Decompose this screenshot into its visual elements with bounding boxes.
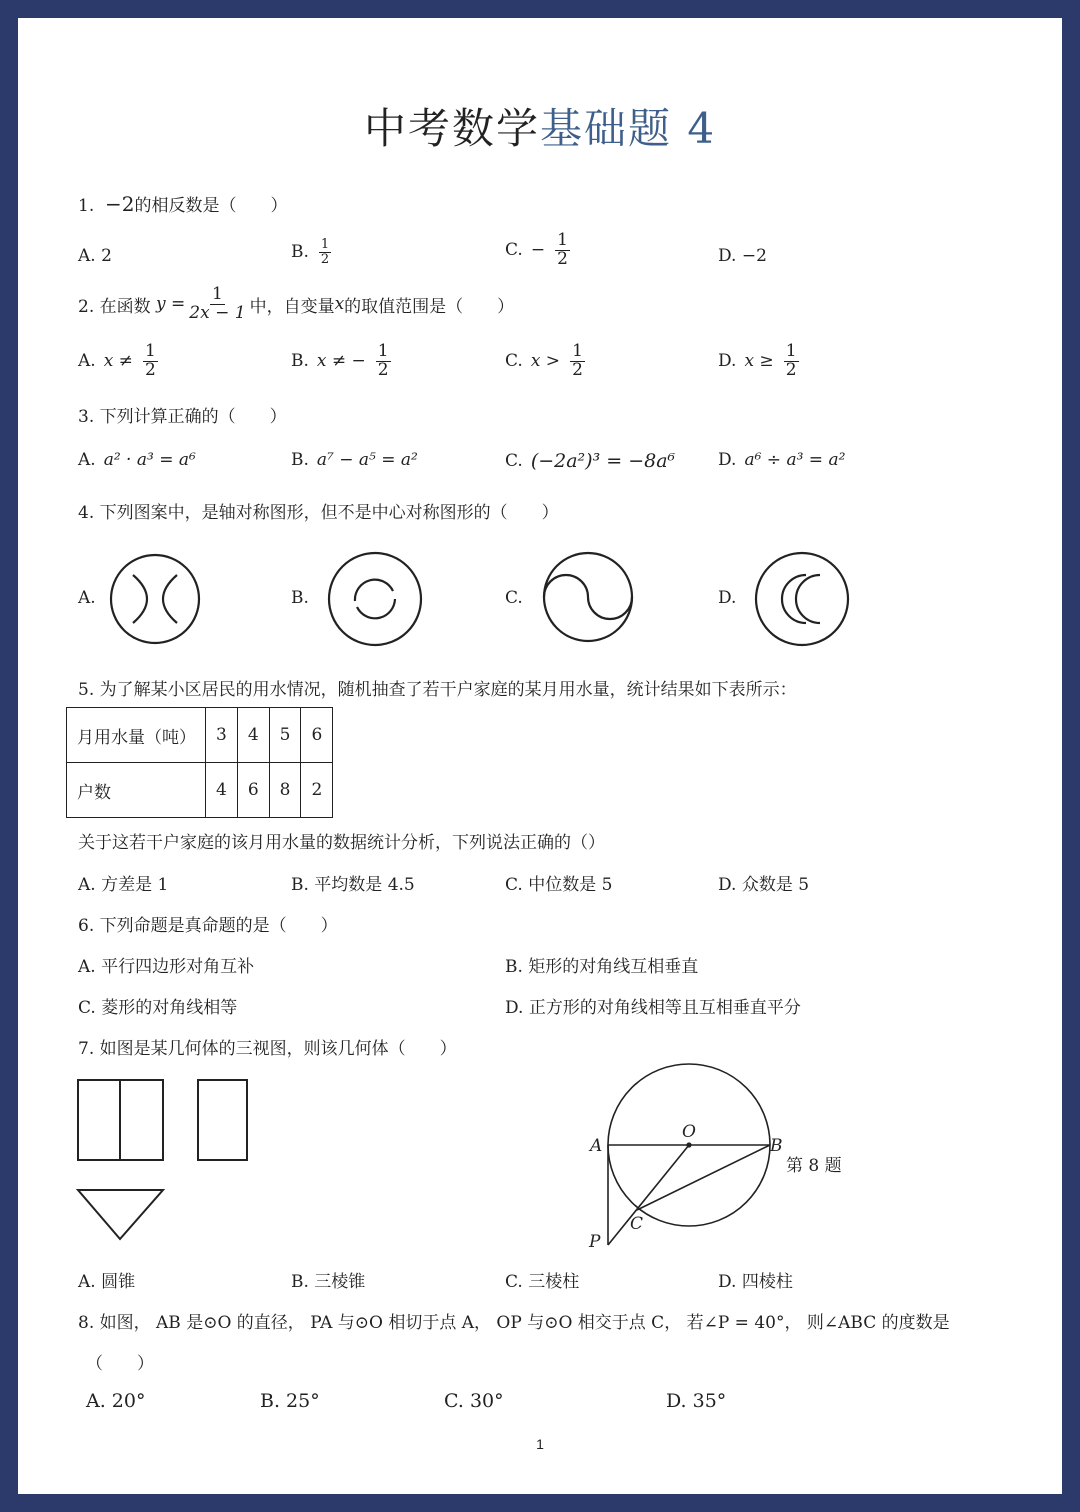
fraction: $\frac{1}{2}$ xyxy=(572,341,583,380)
q8-option-a[interactable]: A. 20° xyxy=(86,1390,146,1412)
q8-option-c[interactable]: C. 30° xyxy=(444,1390,504,1412)
table-cell: 6 xyxy=(237,763,269,818)
question-3-stem: 3. 下列计算正确的（ ） xyxy=(78,407,287,427)
table-header-usage: 月用水量（吨） xyxy=(67,708,206,763)
fraction: $\frac{1}{2}$ xyxy=(144,341,156,380)
q6-option-c[interactable]: C. 菱形的对角线相等 xyxy=(78,998,238,1018)
q4-figure-c xyxy=(542,551,634,643)
table-cell: 2 xyxy=(301,763,333,818)
q7-option-d[interactable]: D. 四棱柱 xyxy=(718,1272,793,1292)
three-view-figure xyxy=(76,1078,251,1243)
fraction: $\frac{1}{2}$ xyxy=(320,237,330,267)
title-highlight: 基础题 xyxy=(539,104,672,153)
water-usage-table xyxy=(66,707,333,818)
point-c-label: C xyxy=(630,1214,644,1234)
question-1-stem: 1. −2的相反数是（ ） xyxy=(78,192,288,216)
page-title xyxy=(18,96,1062,156)
point-o-label: O xyxy=(682,1122,696,1142)
question-8-stem-cont: （ ） xyxy=(86,1354,154,1374)
q4-option-d[interactable]: D. xyxy=(718,588,737,608)
question-6-stem: 6. 下列命题是真命题的是（ ） xyxy=(78,916,338,936)
question-4-stem: 4. 下列图案中，是轴对称图形，但不是中心对称图形的（ ） xyxy=(78,503,559,523)
fraction: $\frac{1}{2}$ xyxy=(785,341,797,380)
q4-figure-a xyxy=(109,553,201,645)
table-cell: 3 xyxy=(206,708,238,763)
question-5-stem: 5. 为了解某小区居民的用水情况，随机抽查了若干户家庭的某月用水量，统计结果如下表所示： xyxy=(78,680,797,700)
q2-option-c[interactable]: C. x > $\frac{1}{2}$ xyxy=(505,341,583,380)
q1-option-b[interactable]: B. $\frac{1}{2}$ xyxy=(291,237,330,267)
q4-option-b[interactable]: B. xyxy=(291,588,309,608)
q2-option-a[interactable]: A. x ≠ $\frac{1}{2}$ xyxy=(78,341,156,380)
q4-option-a[interactable]: A. xyxy=(78,588,96,608)
question-2-stem: 2. 在函数 y = $\frac{1}{2x - 1}$ 中，自变量 x 的取值范围是（ ） xyxy=(78,284,515,323)
q4-figure-d xyxy=(754,551,850,647)
fraction: $\frac{1}{2}$ xyxy=(377,341,389,380)
title-number: 4 xyxy=(671,104,717,153)
q2-option-d[interactable]: D. x ≥ $\frac{1}{2}$ xyxy=(718,341,797,380)
q4-figure-b xyxy=(327,551,423,647)
point-a-label: A xyxy=(590,1136,603,1156)
q8-option-b[interactable]: B. 25° xyxy=(260,1390,320,1412)
table-cell: 8 xyxy=(269,763,301,818)
point-b-label: B xyxy=(770,1136,783,1156)
q1-option-d[interactable]: D. −2 xyxy=(718,246,767,266)
q7-option-b[interactable]: B. 三棱锥 xyxy=(291,1272,366,1292)
figure-8-caption: 第 8 题 xyxy=(786,1156,842,1176)
function-fraction: $\frac{1}{2x - 1}$ xyxy=(189,284,246,323)
q3-option-c[interactable]: C. (−2a²)³ = −8a⁶ xyxy=(505,450,676,472)
table-row xyxy=(67,763,333,818)
title-part1: 中考数学 xyxy=(363,104,540,153)
q1-option-c[interactable]: C. − $\frac{1}{2}$ xyxy=(505,230,568,269)
point-p-label: P xyxy=(589,1232,601,1252)
fraction: $\frac{1}{2}$ xyxy=(557,230,568,269)
question-5-prompt: 关于这若干户家庭的该月用水量的数据统计分析，下列说法正确的（） xyxy=(78,833,605,853)
table-cell: 6 xyxy=(301,708,333,763)
q2-option-b[interactable]: B. x ≠ − $\frac{1}{2}$ xyxy=(291,341,389,380)
q6-option-d[interactable]: D. 正方形的对角线相等且互相垂直平分 xyxy=(505,998,801,1018)
question-7-stem: 7. 如图是某几何体的三视图，则该几何体（ ） xyxy=(78,1039,457,1059)
table-cell: 4 xyxy=(237,708,269,763)
q8-option-d[interactable]: D. 35° xyxy=(666,1390,727,1412)
question-8-stem: 8. 如图， AB 是⊙O 的直径， PA 与⊙O 相切于点 A， OP 与⊙O 相交于点 C， 若∠P = 40°， 则∠ABC 的度数是 xyxy=(78,1313,950,1333)
q7-option-a[interactable]: A. 圆锥 xyxy=(78,1272,136,1292)
exam-sheet xyxy=(18,18,1062,1494)
q4-option-c[interactable]: C. xyxy=(505,588,523,608)
page-number: 1 xyxy=(536,1436,544,1452)
q1-option-a[interactable]: A. 2 xyxy=(78,246,112,266)
q5-option-a[interactable]: A. 方差是 1 xyxy=(78,875,169,895)
table-row xyxy=(67,708,333,763)
q3-option-d[interactable]: D. a⁶ ÷ a³ = a² xyxy=(718,450,846,470)
q6-option-b[interactable]: B. 矩形的对角线互相垂直 xyxy=(505,957,699,977)
q7-option-c[interactable]: C. 三棱柱 xyxy=(505,1272,580,1292)
table-cell: 4 xyxy=(206,763,238,818)
table-cell: 5 xyxy=(269,708,301,763)
q6-option-a[interactable]: A. 平行四边形对角互补 xyxy=(78,957,255,977)
q3-option-b[interactable]: B. a⁷ − a⁵ = a² xyxy=(291,450,418,470)
table-header-households: 户数 xyxy=(67,763,206,818)
q5-option-c[interactable]: C. 中位数是 5 xyxy=(505,875,613,895)
q5-option-d[interactable]: D. 众数是 5 xyxy=(718,875,810,895)
q3-option-a[interactable]: A. a² · a³ = a⁶ xyxy=(78,450,196,470)
q5-option-b[interactable]: B. 平均数是 4.5 xyxy=(291,875,415,895)
